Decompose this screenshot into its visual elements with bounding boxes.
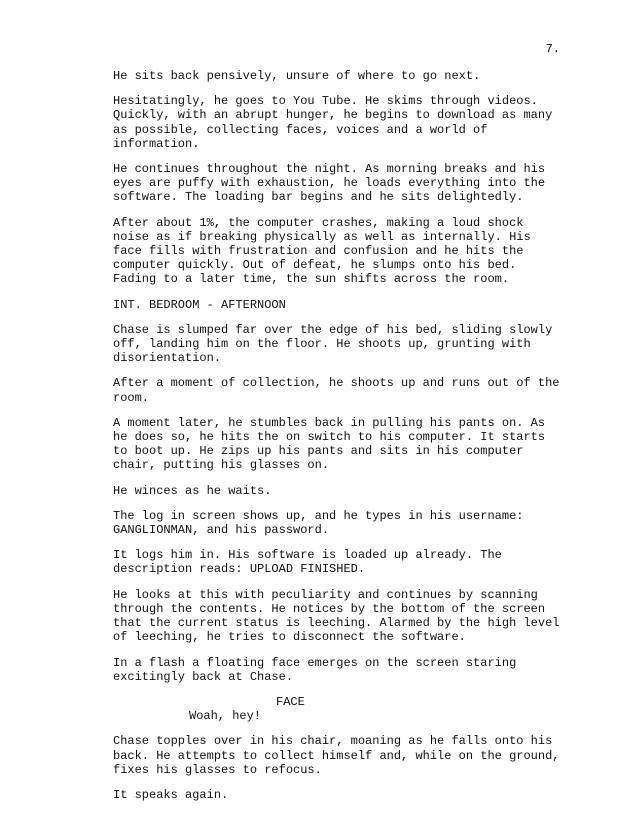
- action-paragraph-3: He continues throughout the night. As morning breaks and his eyes are puffy with exhaustion, he loads everything into the software. The loading bar begins and he sits delightedly.: [113, 162, 546, 205]
- action-paragraph-5: Chase is slumped far over the edge of his bed, sliding slowly off, landing him on the floor. He shoots up, grunting with disorientation.: [113, 322, 553, 366]
- action-paragraph-6: After a moment of collection, he shoots up and runs out of the room.: [113, 376, 560, 405]
- action-paragraph-13: Chase topples over in his chair, moaning as he falls onto his back. He attempts to collect himself and, while on the ground, fixes his glasses to refocus.: [113, 734, 560, 777]
- scene-heading: INT. BEDROOM - AFTERNOON: [113, 297, 286, 312]
- action-paragraph-2: Hesitatingly, he goes to You Tube. He skims through videos. Quickly, with an abrupt hunger, he begins to download as many as possible, collecting faces, voices and a world of information.: [113, 94, 553, 151]
- dialogue-line: Woah, hey!: [189, 709, 262, 724]
- action-paragraph-8: He winces as he waits.: [113, 483, 272, 498]
- page-number: 7.: [545, 42, 560, 56]
- action-paragraph-14: It speaks again.: [113, 787, 229, 802]
- action-paragraph-9: The log in screen shows up, and he types in his username: GANGLIONMAN, and his password.: [113, 508, 524, 538]
- character-name: FACE: [276, 694, 305, 709]
- action-paragraph-4: After about 1%, the computer crashes, making a loud shock noise as if breaking physically as well as internally. His face fills with frustration and confusion and he hits the computer quickly. Out of defeat, he slumps onto his bed. Fading to a later time, the sun shifts across the room.: [113, 215, 531, 287]
- action-paragraph-12: In a flash a floating face emerges on the screen staring excitingly back at Chase.: [113, 655, 517, 684]
- screenplay-content: [113, 69, 563, 813]
- action-paragraph-11: He looks at this with peculiarity and continues by scanning through the contents. He notices by the bottom of the screen that the current status is leeching. Alarmed by the high level of leeching, he tries to disconnect the software.: [113, 587, 560, 645]
- action-paragraph-1: He sits back pensively, unsure of where to go next.: [113, 69, 481, 83]
- action-paragraph-7: A moment later, he stumbles back in pulling his pants on. As he does so, he hits the on switch to his computer. It starts to boot up. He zips up his pants and sits in his computer chair, putting his glasses on.: [113, 415, 546, 473]
- action-paragraph-10: It logs him in. His software is loaded up already. The description reads: UPLOAD FINISHED.: [113, 548, 502, 577]
